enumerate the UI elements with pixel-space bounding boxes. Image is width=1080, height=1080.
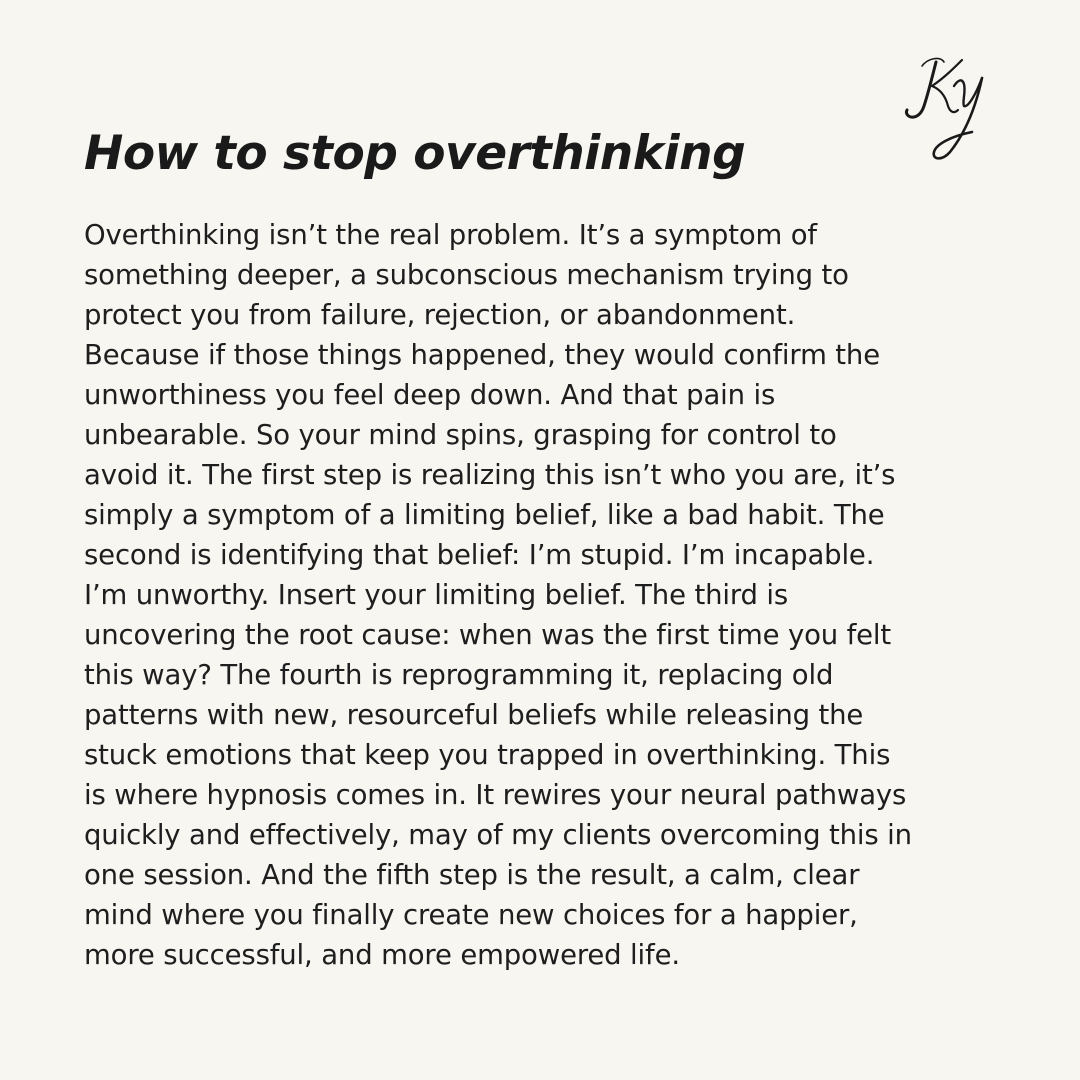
ky-monogram-logo — [892, 48, 1012, 168]
body-line: something deeper, a subconscious mechanism trying to — [84, 259, 849, 291]
body-line: mind where you finally create new choices for a happier, — [84, 899, 858, 931]
body-line: unbearable. So your mind spins, grasping for control to — [84, 419, 837, 451]
body-line: protect you from failure, rejection, or abandonment. — [84, 299, 796, 331]
body-line: Because if those things happened, they would confirm the — [84, 339, 880, 371]
body-line: uncovering the root cause: when was the first time you felt — [84, 619, 892, 651]
body-line: is where hypnosis comes in. It rewires your neural pathways — [84, 779, 907, 811]
body-line: unworthiness you feel deep down. And that pain is — [84, 379, 776, 411]
body-line: quickly and effectively, may of my clients overcoming this in — [84, 819, 912, 851]
body-line: simply a symptom of a limiting belief, like a bad habit. The — [84, 499, 885, 531]
body-line: this way? The fourth is reprogramming it, replacing old — [84, 659, 834, 691]
body-line: patterns with new, resourceful beliefs while releasing the — [84, 699, 864, 731]
body-line: I’m unworthy. Insert your limiting belief. The third is — [84, 579, 789, 611]
monogram-icon — [892, 48, 1012, 168]
post-title: How to stop overthinking — [84, 126, 746, 181]
body-line: more successful, and more empowered life. — [84, 939, 680, 971]
body-line: one session. And the fifth step is the result, a calm, clear — [84, 859, 860, 891]
body-line: second is identifying that belief: I’m stupid. I’m incapable. — [84, 539, 875, 571]
post-body — [84, 215, 1034, 975]
body-line: stuck emotions that keep you trapped in overthinking. This — [84, 739, 891, 771]
body-line: Overthinking isn’t the real problem. It’s a symptom of — [84, 219, 817, 251]
body-line: avoid it. The first step is realizing this isn’t who you are, it’s — [84, 459, 896, 491]
